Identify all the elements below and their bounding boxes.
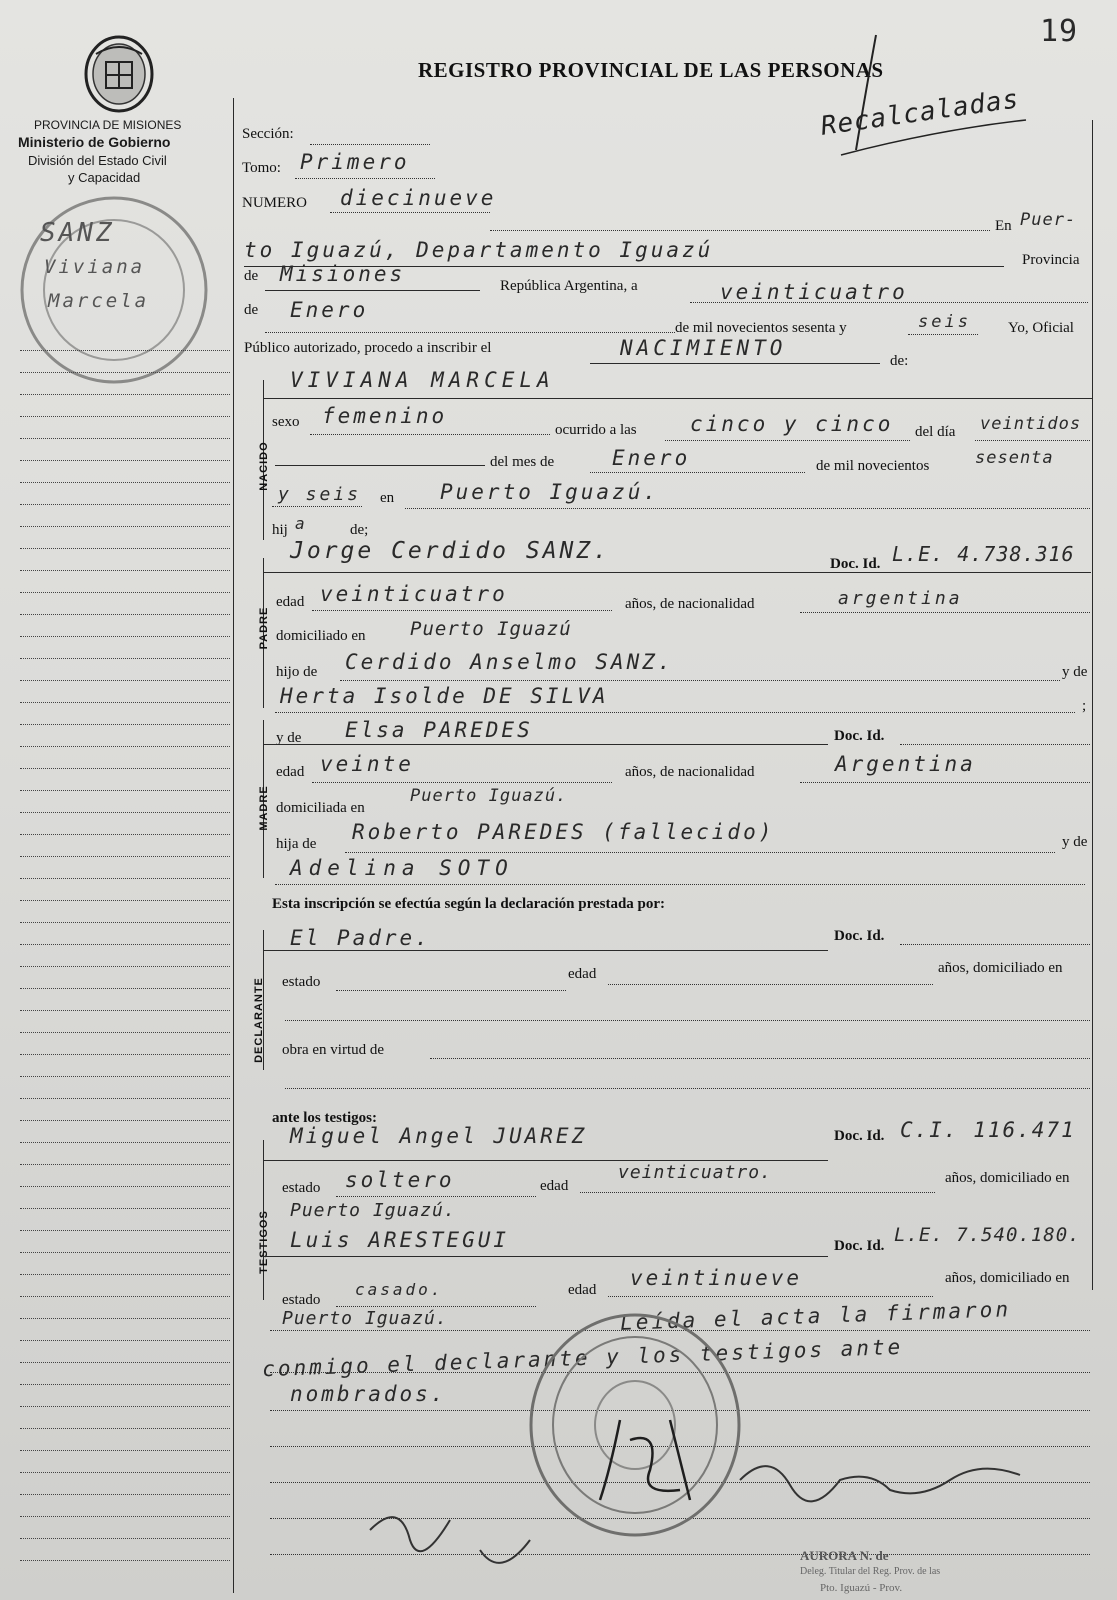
witness1-dom-value: Puerto Iguazú. [290, 1200, 456, 1221]
declarante-section-label: DECLARANTE [253, 977, 265, 1063]
mother-age: veinte [320, 752, 414, 776]
testigos-section-label: TESTIGOS [258, 1210, 270, 1274]
mother-name-line [263, 744, 828, 745]
mother-age-line [312, 782, 612, 783]
sexo-label: sexo [272, 414, 300, 430]
father-nac-label: años, de nacionalidad [625, 596, 755, 612]
seal-handwriting-1: SANZ [40, 218, 115, 248]
father-mother-line [275, 712, 1075, 713]
hij-value: a [295, 514, 308, 533]
mother-doc-label: Doc. Id. [834, 728, 885, 744]
declarant-anios-label: años, domiciliado en [938, 960, 1063, 976]
mother-y-de-label-2: y de [1062, 834, 1088, 850]
nacido-section-label: NACIDO [258, 441, 270, 491]
mother-name: Elsa PAREDES [345, 718, 533, 742]
cancelled-stamp: Recalcaladas [818, 84, 1021, 142]
stamp-stroke [836, 30, 1036, 170]
numero-value: diecinueve [340, 186, 497, 210]
declarant-estado-label: estado [282, 974, 321, 990]
blank-line [275, 465, 485, 466]
witness2-edad-value: veintinueve [630, 1266, 803, 1290]
birth-place-line [405, 508, 1090, 509]
birth-year-2-line [272, 506, 362, 507]
father-age: veinticuatro [320, 582, 508, 606]
mother-mother-line [275, 884, 1085, 885]
sex-value: femenino [322, 404, 448, 428]
witness2-estado-line [336, 1306, 536, 1307]
father-name-line [263, 572, 1091, 573]
year-label: de mil novecientos sesenta y [675, 320, 847, 336]
provincia-label: Provincia [1022, 252, 1080, 268]
month-line [265, 332, 675, 333]
witness2-anios-label: años, domiciliado en [945, 1270, 1070, 1286]
numero-label: NUMERO [242, 195, 308, 211]
year-value: seis [918, 312, 971, 332]
republica-label: República Argentina, a [500, 278, 638, 294]
father-parents-line [340, 680, 1060, 681]
seal-handwriting-3: Marcela [48, 290, 150, 312]
en-label: En [995, 218, 1012, 234]
act-type: NACIMIENTO [620, 336, 787, 360]
del-mes-label: del mes de [490, 454, 555, 470]
declarant-obra-line [430, 1058, 1090, 1059]
en-value: Puer- [1020, 210, 1077, 230]
father-nationality: argentina [838, 588, 963, 609]
father-hijo-label: hijo de [276, 664, 318, 680]
witness1-name: Miguel Angel JUAREZ [290, 1124, 588, 1148]
witness1-estado-line [336, 1196, 536, 1197]
publico-label: Público autorizado, procedo a inscribir el [244, 340, 492, 356]
mother-parents: Roberto PAREDES (fallecido) [352, 820, 775, 844]
witness1-edad-label: edad [540, 1178, 569, 1194]
witness1-edad-value: veinticuatro. [618, 1162, 772, 1183]
mother-domicile: Puerto Iguazú. [410, 786, 568, 806]
witness2-edad-label: edad [568, 1282, 597, 1298]
closing-line-3: nombrados. [290, 1382, 447, 1406]
division-name-2: y Capacidad [68, 170, 141, 185]
birth-month-line [590, 472, 805, 473]
birth-time: cinco y cinco [690, 412, 894, 436]
father-doc-value: L.E. 4.738.316 [892, 542, 1075, 566]
witness1-doc-value: C.I. 116.471 [900, 1118, 1076, 1142]
birth-year-label: de mil novecientos [816, 458, 930, 474]
witness1-estado-value: soltero [345, 1168, 455, 1192]
witness1-anios-label: años, domiciliado en [945, 1170, 1070, 1186]
birth-year: sesenta [975, 448, 1054, 468]
testigos-intro: ante los testigos: [272, 1110, 377, 1126]
seal-handwriting-2: Viviana [44, 256, 146, 278]
birth-day: veintidos [980, 414, 1082, 434]
mother-nac-label: años, de nacionalidad [625, 764, 755, 780]
witness1-doc-label: Doc. Id. [834, 1128, 885, 1144]
declarant-dom-line [285, 1020, 1090, 1021]
mother-hija-label: hija de [276, 836, 317, 852]
closing-line-1: Leída el acta la firmaron [619, 1297, 1012, 1335]
father-y-de-label: y de [1062, 664, 1088, 680]
time-line [665, 440, 910, 441]
sex-line [310, 434, 550, 435]
tomo-line [295, 178, 435, 179]
hij-label: hij [272, 522, 288, 538]
mother-edad-label: edad [276, 764, 305, 780]
declarant-obra-label: obra en virtud de [282, 1042, 385, 1058]
seccion-label: Sección: [242, 126, 294, 142]
registrar-signature [590, 1400, 730, 1510]
witness2-estado-value: casado. [355, 1280, 444, 1299]
ocurrido-label: ocurrido a las [555, 422, 637, 438]
father-doc-label: Doc. Id. [830, 556, 881, 572]
page-number: 19 [1040, 14, 1079, 49]
province-value: Misiones [280, 262, 406, 286]
declarant-name-line [263, 950, 828, 951]
ministry-name: Ministerio de Gobierno [18, 134, 171, 150]
witness2-name-line [263, 1256, 828, 1257]
father-age-line [312, 610, 612, 611]
father-name: Jorge Cerdido SANZ. [290, 538, 611, 564]
province-name: PROVINCIA DE MISIONES [34, 118, 182, 132]
mother-dom-label: domiciliada en [276, 800, 365, 816]
place-value: to Iguazú, Departamento Iguazú [244, 238, 714, 262]
mother-nationality: Argentina [835, 752, 976, 776]
del-dia-label: del día [915, 424, 956, 440]
de-label-4: de; [350, 522, 369, 538]
mother-y-de-label: y de [276, 730, 302, 746]
right-frame-line [1092, 120, 1093, 1290]
father-dom-label: domiciliado en [276, 628, 366, 644]
declarant-doc-line [900, 944, 1090, 945]
registration-day: veinticuatro [720, 280, 908, 304]
declarant-name: El Padre. [290, 926, 431, 950]
padre-section-label: PADRE [258, 606, 270, 650]
madre-section-label: MADRE [258, 785, 270, 831]
father-mother-name: Herta Isolde DE SILVA [280, 684, 609, 708]
province-line [265, 290, 480, 291]
seccion-line [310, 144, 430, 145]
witness2-edad-line [608, 1296, 933, 1297]
declarant-edad-line [608, 984, 933, 985]
child-name-line [263, 398, 1093, 399]
witness2-estado-label: estado [282, 1292, 321, 1308]
declarant-edad-label: edad [568, 966, 597, 982]
witness2-doc-label: Doc. Id. [834, 1238, 885, 1254]
birth-year-2: y seis [278, 484, 362, 505]
witness2-name: Luis ARESTEGUI [290, 1228, 510, 1252]
provincial-emblem [82, 34, 156, 114]
mother-parents-line [345, 852, 1055, 853]
act-line [590, 363, 880, 364]
registrar-stamp-title: Deleg. Titular del Reg. Prov. de las [800, 1566, 941, 1577]
registry-title: REGISTRO PROVINCIAL DE LAS PERSONAS [418, 58, 884, 82]
father-parents: Cerdido Anselmo SANZ. [345, 650, 674, 674]
birth-place: Puerto Iguazú. [440, 480, 660, 504]
declarant-extra-line [285, 1088, 1090, 1089]
division-name: División del Estado Civil [28, 153, 167, 168]
father-domicile: Puerto Iguazú [410, 618, 572, 640]
registrar-stamp-name: AURORA N. de [800, 1548, 889, 1563]
de-label-3: de: [890, 353, 909, 369]
birth-month: Enero [612, 446, 691, 470]
numero-line [330, 212, 490, 213]
mother-doc-line [900, 744, 1090, 745]
registrar-stamp-place: Pto. Iguazú - Prov. [820, 1582, 903, 1594]
declarante-intro: Esta inscripción se efectúa según la declaración prestada por: [272, 896, 666, 912]
de-label-2: de [244, 302, 259, 318]
closing-line-2: conmigo el declarante y los testigos ante [261, 1334, 904, 1382]
witness-signature [730, 1440, 1030, 1520]
registration-month: Enero [290, 298, 369, 322]
declarant-signature [360, 1480, 560, 1590]
witness1-edad-line [580, 1192, 935, 1193]
witness2-dom-value: Puerto Iguazú. [282, 1308, 448, 1329]
day-line [690, 302, 1088, 303]
numero-line-2 [490, 230, 990, 231]
year-line [908, 334, 978, 335]
child-name: VIVIANA MARCELA [290, 368, 555, 392]
witness2-doc-value: L.E. 7.540.180. [894, 1224, 1081, 1246]
father-edad-label: edad [276, 594, 305, 610]
oficial-label: Yo, Oficial [1008, 320, 1074, 336]
en-label-2: en [380, 490, 395, 506]
declarant-doc-label: Doc. Id. [834, 928, 885, 944]
tomo-value: Primero [300, 150, 410, 174]
birth-day-line [975, 440, 1090, 441]
witness1-estado-label: estado [282, 1180, 321, 1196]
de-label-1: de [244, 268, 259, 284]
father-nationality-line [800, 612, 1090, 613]
mother-nationality-line [800, 782, 1090, 783]
mother-mother-name: Adelina SOTO [290, 856, 514, 880]
semicolon: ; [1082, 698, 1087, 714]
left-frame-line [233, 98, 234, 1593]
tomo-label: Tomo: [242, 160, 281, 176]
witness1-name-line [263, 1160, 828, 1161]
declarant-estado-line [336, 990, 566, 991]
